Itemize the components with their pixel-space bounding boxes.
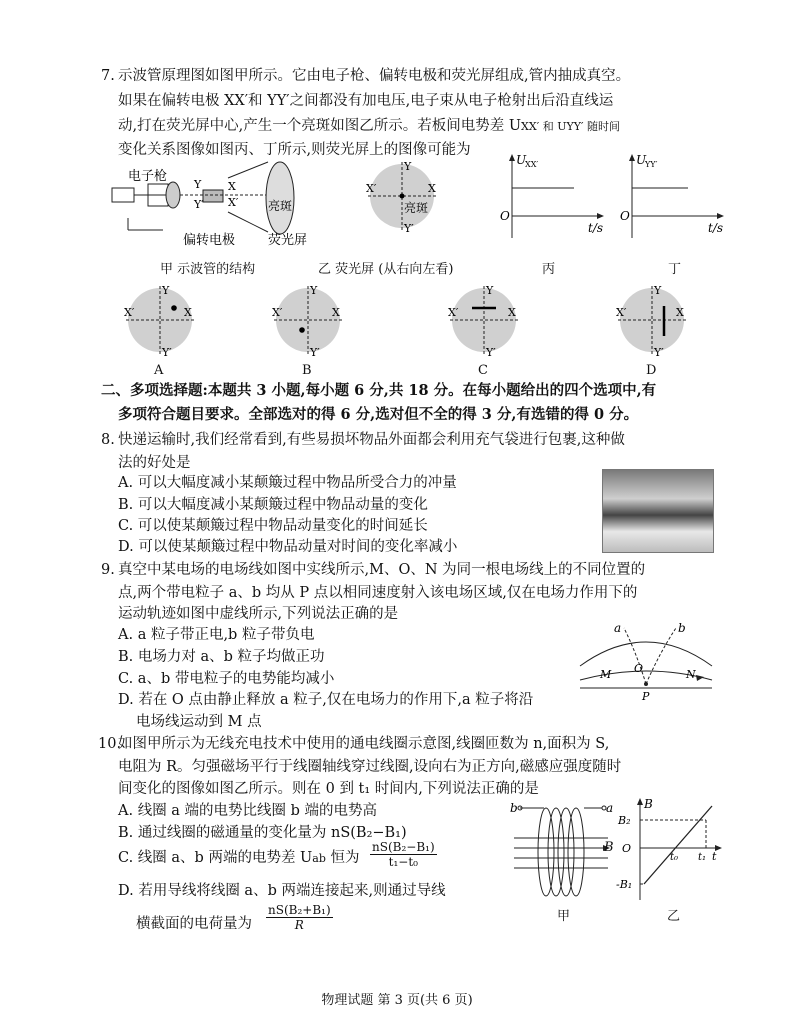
ding-x-label: t/s <box>708 221 724 235</box>
q10-option-d-numerator: nS(B₂+B₁) <box>268 903 331 917</box>
yi-yp-label: Y′ <box>404 222 414 235</box>
svg-text:-B₁: -B₁ <box>616 878 633 891</box>
q7-text-line3 <box>118 116 620 137</box>
yi-xp-label: X′ <box>366 182 377 195</box>
q7-option-c-label: C <box>478 363 488 378</box>
svg-text:b: b <box>678 622 686 635</box>
q8-option-c: C. 可以使某颠簸过程中物品动量变化的时间延长 <box>118 518 428 534</box>
screen-ellipse <box>266 162 294 234</box>
q10-coil-diagram <box>510 798 614 908</box>
airbag-package-photo <box>602 469 714 553</box>
q10-option-a: A. 线圈 a 端的电势比线圈 b 端的电势高 <box>118 803 378 819</box>
svg-text:B: B <box>644 797 653 811</box>
svg-text:Y: Y <box>486 284 494 297</box>
jia-y-label: Y <box>194 178 202 191</box>
svg-text:B₂: B₂ <box>618 814 631 827</box>
svg-text:O: O <box>622 842 632 855</box>
q10-text-line3: 间变化的图像如图乙所示。则在 0 到 t₁ 时间内,下列说法正确的是 <box>118 781 539 797</box>
q7-option-d-label: D <box>646 363 657 378</box>
bing-y-label: U <box>516 153 527 167</box>
q10-option-c-mid: 恒为 <box>325 850 360 866</box>
deflect-plate <box>203 190 223 202</box>
svg-text:a: a <box>606 801 614 815</box>
jia-screen-label: 荧光屏 <box>268 233 308 248</box>
q7-caption-ding: 丁 <box>668 262 682 277</box>
svg-text:Y′: Y′ <box>654 346 664 359</box>
q9-text-line3: 运动轨迹如图中虚线所示,下列说法正确的是 <box>118 606 399 622</box>
q7-fig-bing <box>488 152 608 242</box>
page-footer: 物理试题 第 3 页(共 6 页) <box>321 993 473 1008</box>
q7-text-line4: 变化关系图像如图丙、丁所示,则荧光屏上的图像可能为 <box>118 142 471 158</box>
ding-origin: O <box>620 209 630 223</box>
q7-fig-ding <box>608 152 728 242</box>
option-a-spot <box>171 305 177 311</box>
q10-option-b: B. 通过线圈的磁通量的变化量为 nS(B₂−B₁) <box>118 825 407 841</box>
svg-text:Y′: Y′ <box>486 346 496 359</box>
ding-y-sub: YY′ <box>645 160 658 169</box>
section2-heading-line1: 二、多项选择题:本题共 3 小题,每小题 6 分,共 18 分。在每小题给出的四个选项中,有 <box>101 382 657 399</box>
option-b-spot <box>299 327 305 333</box>
q9-field-diagram <box>576 622 716 702</box>
svg-text:X: X <box>184 306 192 319</box>
section2-heading-line2: 多项符合题目要求。全部选对的得 6 分,选对但不全的得 3 分,有选错的得 0 分。 <box>118 406 639 423</box>
q10-caption-yi: 乙 <box>667 909 681 924</box>
jia-xp-label: X′ <box>228 196 239 209</box>
jia-x-label: X <box>228 180 236 193</box>
yi-x-label: X <box>428 182 436 195</box>
bing-x-label: t/s <box>588 221 604 235</box>
bt-series-line <box>644 806 712 884</box>
q9-text-line2: 点,两个带电粒子 a、b 均从 P 点以相同速度射入该电场区域,仅在电场力作用下的 <box>118 585 638 601</box>
q9-option-b: B. 电场力对 a、b 粒子均做正功 <box>118 649 325 665</box>
q7-line3-main: 动,打在荧光屏中心,产生一个亮斑如图乙所示。若板间电势差 U <box>118 118 522 134</box>
svg-text:M: M <box>600 668 612 681</box>
q10-option-c-sub: ab <box>312 852 326 865</box>
svg-text:Y′: Y′ <box>310 346 320 359</box>
jia-yp-label: Y′ <box>194 198 204 211</box>
q10-option-c <box>118 848 360 869</box>
q9-option-d: D. 若在 O 点由静止释放 a 粒子,仅在电场力的作用下,a 粒子将沿 <box>118 692 534 708</box>
gun-anode <box>166 182 180 208</box>
q10-coil-b-label: B <box>604 840 614 855</box>
q8-text-line2: 法的好处是 <box>118 455 191 471</box>
bing-origin: O <box>500 209 510 223</box>
q8-option-a: A. 可以大幅度减小某颠簸过程中物品所受合力的冲量 <box>118 475 457 491</box>
jia-spot-label: 亮斑 <box>268 199 293 213</box>
q10-option-c-numerator: nS(B₂−B₁) <box>372 840 435 854</box>
svg-text:Y: Y <box>162 284 170 297</box>
q10-option-d-line2: 横截面的电荷量为 <box>136 916 252 932</box>
q7-text-line1: 示波管原理图如图甲所示。它由电子枪、偏转电极和荧光屏组成,管内抽成真空。 <box>118 68 631 84</box>
q7-fig-yi <box>362 158 442 238</box>
q9-option-d-cont: 电场线运动到 M 点 <box>136 714 262 730</box>
q8-number: 8. <box>101 432 115 448</box>
jia-gun-label: 电子枪 <box>128 169 168 184</box>
q10-option-c-denominator: t₁−t₀ <box>388 855 418 869</box>
gun-box <box>112 188 134 202</box>
q8-text-line1: 快递运输时,我们经常看到,有些易损坏物品外面都会利用充气袋进行包裹,这种做 <box>118 432 625 448</box>
svg-text:a: a <box>614 622 622 635</box>
q7-caption-yi: 乙 荧光屏 (从右向左看) <box>318 262 454 277</box>
q7-caption-jia: 甲 示波管的结构 <box>160 262 256 277</box>
svg-text:X: X <box>676 306 684 319</box>
q7-option-d <box>612 282 692 362</box>
q7-option-b-label: B <box>302 363 312 378</box>
q7-line3-sub1: XX′ 和 U <box>521 120 567 133</box>
q7-fig-jia <box>108 158 318 248</box>
svg-text:X′: X′ <box>124 306 135 319</box>
svg-text:t₀: t₀ <box>670 852 679 863</box>
q8-option-b: B. 可以大幅度减小某颠簸过程中物品动量的变化 <box>118 497 428 513</box>
q10-number: 10. <box>98 736 122 752</box>
svg-text:X: X <box>332 306 340 319</box>
q9-number: 9. <box>101 562 115 578</box>
q9-option-c: C. a、b 带电粒子的电势能均减小 <box>118 671 335 687</box>
q10-option-d-fraction <box>266 903 333 932</box>
svg-text:X′: X′ <box>616 306 627 319</box>
yi-spot-label: 亮斑 <box>404 201 429 215</box>
svg-text:Y′: Y′ <box>162 346 172 359</box>
q10-text-line2: 电阻为 R。匀强磁场平行于线圈轴线穿过线圈,设向右为正方向,磁感应强度随时 <box>118 759 622 775</box>
q7-option-a <box>120 282 200 362</box>
ding-y-label: U <box>636 153 647 167</box>
jia-plate-label: 偏转电极 <box>183 233 236 248</box>
q7-option-c <box>444 282 524 362</box>
svg-text:X: X <box>508 306 516 319</box>
svg-text:b: b <box>510 801 518 815</box>
q7-number: 7. <box>101 68 115 84</box>
q9-option-a: A. a 粒子带正电,b 粒子带负电 <box>118 627 315 643</box>
q8-option-d: D. 可以使某颠簸过程中物品动量对时间的变化率减小 <box>118 539 458 555</box>
bing-y-sub: XX′ <box>525 160 539 169</box>
q7-option-b <box>268 282 348 362</box>
q10-option-c-pre: C. 线圈 a、b 两端的电势差 U <box>118 850 313 866</box>
svg-text:Y: Y <box>310 284 318 297</box>
q10-option-d-line1: D. 若用导线将线圈 a、b 两端连接起来,则通过导线 <box>118 883 446 899</box>
q7-line3-sub2: YY′ 随时间 <box>566 120 621 133</box>
trajectory-a <box>624 628 646 684</box>
center-spot <box>400 194 405 199</box>
q7-text-line2: 如果在偏转电极 XX′和 YY′之间都没有加电压,电子束从电子枪射出后沿直线运 <box>118 93 614 109</box>
svg-text:t₁: t₁ <box>698 852 707 863</box>
svg-text:O: O <box>634 662 644 675</box>
q10-text-line1: 如图甲所示为无线充电技术中使用的通电线圈示意图,线圈匝数为 n,面积为 S, <box>118 736 610 752</box>
q10-option-c-fraction <box>370 840 437 869</box>
q10-bt-graph <box>614 796 726 902</box>
svg-text:N: N <box>686 668 696 681</box>
q7-option-a-label: A <box>154 363 164 378</box>
q9-text-line1: 真空中某电场的电场线如图中实线所示,M、O、N 为同一根电场线上的不同位置的 <box>118 562 646 578</box>
q10-option-d-denominator: R <box>294 918 304 932</box>
trajectory-b <box>646 628 676 684</box>
svg-text:t: t <box>712 850 717 863</box>
svg-text:Y: Y <box>654 284 662 297</box>
q7-caption-bing: 丙 <box>542 262 556 277</box>
q10-caption-jia: 甲 <box>557 909 571 924</box>
svg-text:X′: X′ <box>272 306 283 319</box>
svg-text:P: P <box>642 690 650 702</box>
yi-y-label: Y <box>404 160 412 173</box>
svg-text:X′: X′ <box>448 306 459 319</box>
